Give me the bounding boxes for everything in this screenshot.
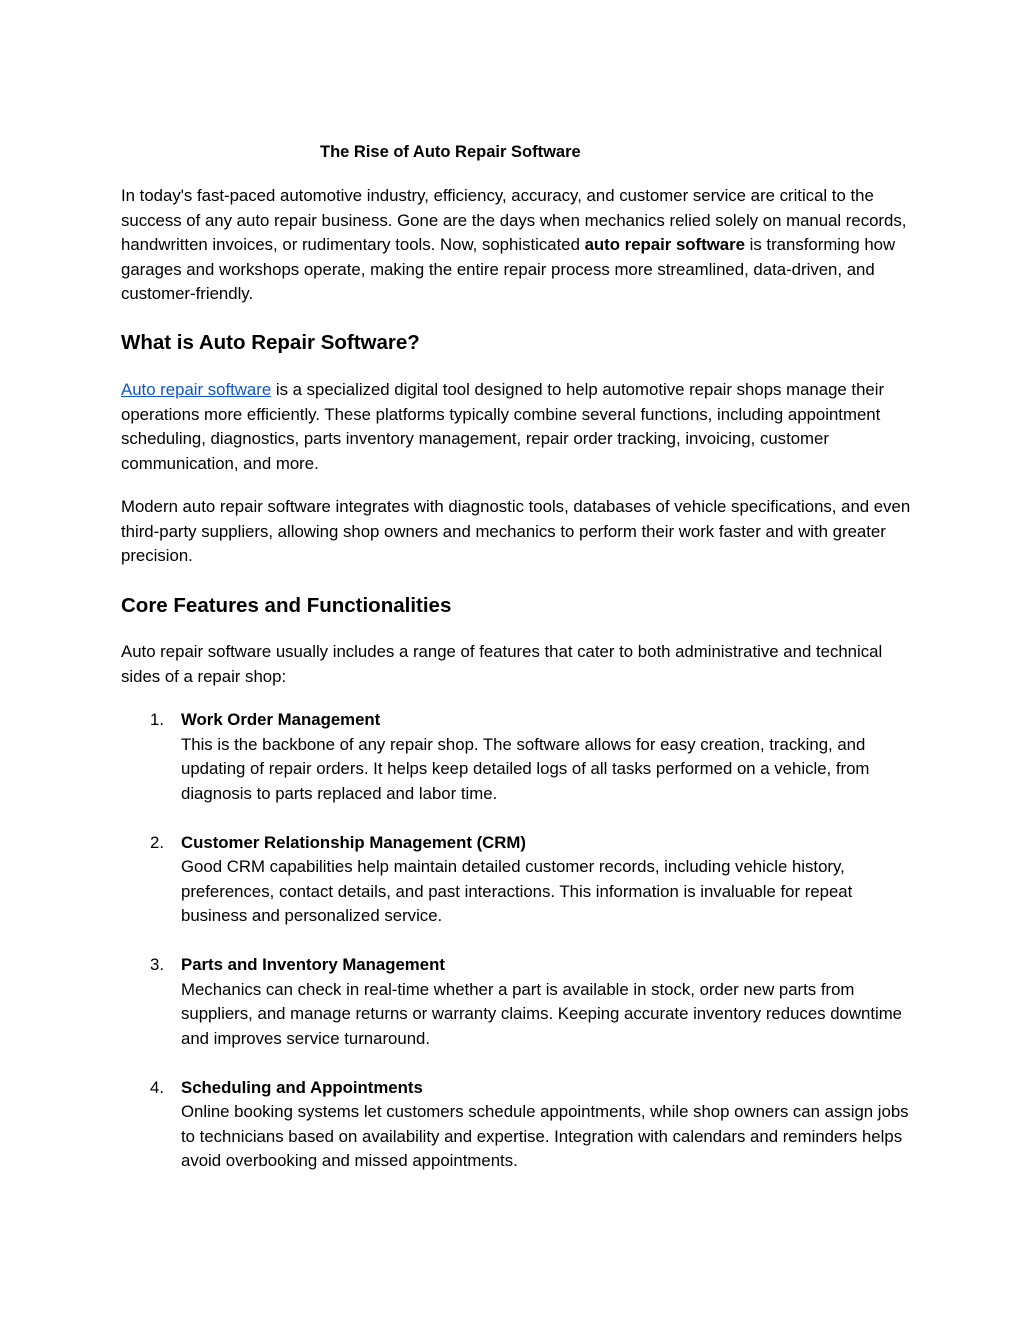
list-item bbox=[121, 953, 911, 1051]
list-item-number: 1. bbox=[150, 710, 164, 729]
intro-bold-keyword: auto repair software bbox=[584, 235, 745, 254]
list-item-body: Online booking systems let customers schedule appointments, while shop owners can assign jobs to technicians based on availability and expertise. Integration with calendars and reminders helps avoid overbooking and missed appointments. bbox=[181, 1102, 909, 1170]
document-title: The Rise of Auto Repair Software bbox=[320, 143, 581, 161]
list-item-body: This is the backbone of any repair shop. The software allows for easy creation, tracking, and updating of repair orders. It helps keep detailed logs of all tasks performed on a vehicle, from diagnosis to parts replaced and labor time. bbox=[181, 734, 870, 803]
list-item-number: 3. bbox=[150, 955, 164, 974]
list-item-title: Scheduling and Appointments bbox=[181, 1077, 423, 1097]
core-features-intro: Auto repair software usually includes a range of features that cater to both administrative and technical sides of a repair shop: bbox=[121, 642, 883, 686]
what-is-paragraph-2: Modern auto repair software integrates with diagnostic tools, databases of vehicle specifications, and even third-party suppliers, allowing shop owners and mechanics to perform their work faster and with greater precision. bbox=[121, 497, 911, 565]
list-item-title: Customer Relationship Management (CRM) bbox=[181, 832, 526, 852]
section-heading-what-is: What is Auto Repair Software? bbox=[121, 331, 420, 354]
intro-paragraph bbox=[121, 184, 911, 307]
list-item-title: Parts and Inventory Management bbox=[181, 955, 445, 974]
auto-repair-software-link[interactable]: Auto repair software bbox=[121, 380, 272, 399]
list-item bbox=[121, 708, 911, 806]
list-item-number: 4. bbox=[150, 1077, 164, 1097]
intro-text-end: is transforming how garages and workshops operate, making the entire repair process more streamlined, data-driven, and customer-friendly. bbox=[121, 235, 896, 303]
list-item-body: Mechanics can check in real-time whether a part is available in stock, order new parts from suppliers, and manage returns or warranty claims. Keeping accurate inventory reduces downtime and improves service turnaround. bbox=[181, 979, 903, 1048]
features-list bbox=[121, 708, 911, 1198]
list-item bbox=[121, 831, 911, 929]
list-item-title: Work Order Management bbox=[181, 710, 381, 729]
list-item-number: 2. bbox=[150, 832, 164, 852]
intro-text-start: In today's fast-paced automotive industry, efficiency, accuracy, and customer service are critical to the success of any auto repair business. Gone are the days when mechanics relied solely on manual records, handwritten invoices, or rudimentary tools. Now, sophisticated bbox=[121, 186, 907, 254]
what-is-paragraph-1 bbox=[121, 378, 911, 476]
list-item bbox=[121, 1076, 911, 1174]
what-is-paragraph-1-text: is a specialized digital tool designed to help automotive repair shops manage their operations more efficiently. These platforms typically combine several functions, including appointment scheduling, diagnostics, parts inventory management, repair order tracking, invoicing, customer communication, and more. bbox=[121, 380, 885, 473]
list-item-body: Good CRM capabilities help maintain detailed customer records, including vehicle history, preferences, contact details, and past interactions. This information is invaluable for repeat business and personalized service. bbox=[181, 857, 853, 925]
section-heading-core-features: Core Features and Functionalities bbox=[121, 594, 452, 617]
